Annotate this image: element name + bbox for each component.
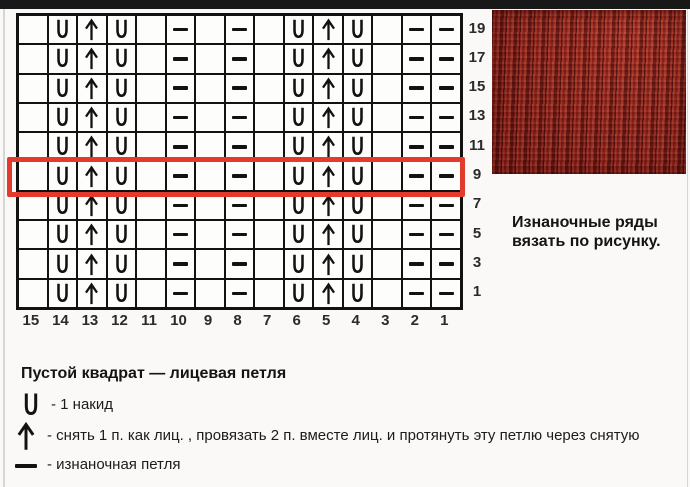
- column-number: 3: [381, 312, 390, 329]
- left-edge-line: [3, 9, 5, 487]
- chart-cell: [166, 279, 196, 308]
- purl-symbol: [409, 116, 424, 120]
- purl-symbol: [409, 28, 424, 32]
- chart-cell: [343, 249, 373, 278]
- chart-cell: [313, 74, 343, 103]
- double-decrease-symbol: [320, 252, 337, 277]
- purl-symbol: [173, 116, 188, 120]
- yarn-over-symbol: [290, 76, 307, 101]
- purl-symbol: [173, 262, 188, 266]
- purl-symbol: [409, 57, 424, 61]
- chart-cell: [225, 44, 255, 73]
- chart-cell: [284, 74, 314, 103]
- column-number: 10: [170, 312, 187, 329]
- column-number: 9: [203, 312, 213, 329]
- chart-cell: [18, 103, 48, 132]
- purl-symbol: [173, 57, 188, 61]
- yarn-over-legend-symbol: [19, 391, 43, 419]
- row-number: 3: [472, 253, 482, 271]
- purl-symbol: [439, 204, 454, 208]
- yarn-over-symbol: [349, 134, 366, 159]
- purl-symbol: [232, 86, 247, 90]
- double-decrease-symbol: [320, 134, 337, 159]
- top-border-bar: [0, 0, 690, 9]
- chart-cell: [313, 44, 343, 73]
- chart-cell: [343, 279, 373, 308]
- column-number: 14: [52, 312, 69, 329]
- yarn-over-symbol: [349, 46, 366, 71]
- row-number: 7: [472, 195, 482, 213]
- chart-cell: [402, 279, 432, 308]
- row-number: 17: [468, 48, 486, 66]
- yarn-over-symbol: [54, 76, 71, 101]
- chart-cell: [18, 74, 48, 103]
- purl-symbol: [409, 292, 424, 296]
- yarn-over-symbol: [113, 134, 130, 159]
- chart-cell: [431, 44, 461, 73]
- chart-cell: [254, 279, 284, 308]
- chart-cell: [195, 220, 225, 249]
- yarn-over-symbol: [54, 252, 71, 277]
- row-number: 15: [468, 78, 486, 96]
- chart-cell: [431, 279, 461, 308]
- double-decrease-symbol: [83, 252, 100, 277]
- chart-cell: [402, 220, 432, 249]
- chart-cell: [195, 15, 225, 44]
- double-decrease-symbol: [83, 17, 100, 42]
- yarn-over-symbol: [349, 222, 366, 247]
- row-number: 1: [472, 283, 482, 301]
- column-number: 15: [22, 312, 40, 329]
- chart-cell: [107, 15, 137, 44]
- chart-cell: [313, 15, 343, 44]
- chart-cell: [77, 103, 107, 132]
- chart-cell: [372, 74, 402, 103]
- chart-cell: [166, 103, 196, 132]
- chart-cell: [136, 279, 166, 308]
- purl-symbol: [439, 57, 454, 61]
- yarn-over-symbol: [113, 46, 130, 71]
- chart-cell: [372, 279, 402, 308]
- chart-cell: [313, 103, 343, 132]
- purl-symbol: [232, 204, 247, 208]
- chart-cell: [166, 74, 196, 103]
- chart-cell: [372, 103, 402, 132]
- chart-cell: [136, 103, 166, 132]
- chart-cell: [136, 44, 166, 73]
- chart-cell: [166, 15, 196, 44]
- purl-rows-note: [512, 213, 661, 251]
- purl-symbol: [173, 86, 188, 90]
- chart-cell: [284, 103, 314, 132]
- double-decrease-symbol: [83, 76, 100, 101]
- purl-symbol: [439, 116, 454, 120]
- chart-cell: [166, 249, 196, 278]
- chart-cell: [402, 74, 432, 103]
- yarn-over-legend-text: - 1 накид: [51, 396, 113, 413]
- chart-cell: [18, 220, 48, 249]
- column-number: 6: [292, 312, 301, 329]
- chart-cell: [195, 249, 225, 278]
- yarn-over-symbol: [113, 17, 130, 42]
- chart-cell: [166, 220, 196, 249]
- chart-cell: [18, 279, 48, 308]
- chart-cell: [372, 15, 402, 44]
- purl-dash-icon: [15, 464, 37, 468]
- purl-symbol: [439, 145, 454, 149]
- double-decrease-legend-symbol: [14, 419, 38, 453]
- column-number: 11: [141, 312, 157, 329]
- chart-cell: [431, 15, 461, 44]
- chart-cell: [107, 279, 137, 308]
- chart-cell: [254, 15, 284, 44]
- chart-cell: [431, 103, 461, 132]
- chart-cell: [313, 279, 343, 308]
- purl-symbol: [173, 204, 188, 208]
- chart-cell: [402, 103, 432, 132]
- chart-cell: [225, 220, 255, 249]
- knit-swatch-photo: [492, 10, 686, 174]
- chart-cell: [48, 220, 78, 249]
- chart-cell: [136, 15, 166, 44]
- double-decrease-symbol: [320, 281, 337, 306]
- row-number: 9: [472, 166, 482, 183]
- column-number: 2: [410, 312, 419, 329]
- chart-cell: [343, 15, 373, 44]
- chart-cell: [107, 74, 137, 103]
- double-decrease-symbol: [320, 46, 337, 71]
- yarn-over-icon: [20, 391, 42, 419]
- purl-symbol: [409, 204, 424, 208]
- note-line-1: Изнаночные ряды: [512, 214, 658, 231]
- chart-cell: [225, 249, 255, 278]
- purl-symbol: [173, 292, 188, 296]
- purl-symbol: [409, 233, 424, 237]
- chart-cell: [107, 103, 137, 132]
- chart-cell: [225, 279, 255, 308]
- yarn-over-symbol: [349, 252, 366, 277]
- chart-cell: [77, 249, 107, 278]
- chart-cell: [166, 44, 196, 73]
- yarn-over-symbol: [113, 222, 130, 247]
- chart-cell: [402, 249, 432, 278]
- yarn-over-symbol: [349, 281, 366, 306]
- purl-symbol: [439, 233, 454, 237]
- chart-cell: [372, 249, 402, 278]
- double-decrease-icon: [15, 419, 37, 453]
- purl-symbol: [232, 233, 247, 237]
- double-decrease-symbol: [83, 281, 100, 306]
- chart-cell: [284, 249, 314, 278]
- yarn-over-symbol: [290, 105, 307, 130]
- chart-cell: [372, 220, 402, 249]
- purl-symbol: [232, 57, 247, 61]
- yarn-over-symbol: [113, 105, 130, 130]
- chart-cell: [107, 249, 137, 278]
- chart-cell: [77, 279, 107, 308]
- purl-legend-symbol: [13, 463, 39, 469]
- double-decrease-symbol: [83, 134, 100, 159]
- chart-cell: [18, 249, 48, 278]
- chart-cell: [195, 279, 225, 308]
- double-decrease-symbol: [83, 105, 100, 130]
- yarn-over-symbol: [290, 222, 307, 247]
- purl-symbol: [439, 292, 454, 296]
- chart-cell: [225, 103, 255, 132]
- chart-cell: [313, 249, 343, 278]
- purl-symbol: [232, 262, 247, 266]
- chart-cell: [254, 74, 284, 103]
- column-number: 12: [111, 312, 128, 329]
- chart-cell: [402, 15, 432, 44]
- chart-cell: [136, 249, 166, 278]
- yarn-over-symbol: [113, 76, 130, 101]
- purl-symbol: [173, 28, 188, 32]
- column-number: 13: [81, 312, 99, 329]
- chart-cell: [225, 74, 255, 103]
- chart-cell: [431, 220, 461, 249]
- double-decrease-symbol: [83, 46, 100, 71]
- chart-cell: [195, 44, 225, 73]
- chart-cell: [18, 44, 48, 73]
- double-decrease-symbol: [320, 105, 337, 130]
- purl-symbol: [439, 262, 454, 266]
- chart-cell: [107, 220, 137, 249]
- chart-cell: [254, 103, 284, 132]
- chart-cell: [284, 220, 314, 249]
- chart-cell: [284, 44, 314, 73]
- purl-symbol: [232, 145, 247, 149]
- column-number: 7: [262, 312, 272, 329]
- chart-cell: [48, 74, 78, 103]
- chart-cell: [343, 44, 373, 73]
- chart-cell: [18, 15, 48, 44]
- yarn-over-symbol: [290, 281, 307, 306]
- yarn-over-symbol: [113, 281, 130, 306]
- chart-cell: [48, 249, 78, 278]
- chart-cell: [402, 44, 432, 73]
- yarn-over-symbol: [113, 252, 130, 277]
- chart-cell: [372, 44, 402, 73]
- chart-cell: [77, 15, 107, 44]
- chart-cell: [77, 220, 107, 249]
- row-number: 13: [468, 107, 486, 125]
- chart-cell: [284, 15, 314, 44]
- chart-cell: [48, 44, 78, 73]
- yarn-over-symbol: [54, 134, 71, 159]
- row-number: 11: [469, 136, 485, 154]
- purl-symbol: [439, 28, 454, 32]
- purl-symbol: [232, 28, 247, 32]
- yarn-over-symbol: [349, 17, 366, 42]
- column-number: 8: [233, 312, 242, 329]
- yarn-over-symbol: [290, 46, 307, 71]
- chart-cell: [195, 103, 225, 132]
- chart-cell: [343, 103, 373, 132]
- yarn-over-symbol: [54, 105, 71, 130]
- double-decrease-symbol: [320, 17, 337, 42]
- purl-symbol: [439, 86, 454, 90]
- yarn-over-symbol: [290, 252, 307, 277]
- chart-cell: [225, 15, 255, 44]
- chart-cell: [313, 220, 343, 249]
- chart-cell: [77, 74, 107, 103]
- yarn-over-symbol: [349, 105, 366, 130]
- yarn-over-symbol: [54, 222, 71, 247]
- double-decrease-legend-text: - снять 1 п. как лиц. , провязать 2 п. вместе лиц. и протянуть эту петлю через снятую: [47, 427, 640, 444]
- yarn-over-symbol: [290, 134, 307, 159]
- chart-cell: [431, 74, 461, 103]
- purl-legend-text: - изнаночная петля: [47, 456, 181, 473]
- chart-cell: [136, 74, 166, 103]
- column-number: 4: [351, 312, 360, 329]
- row-number: 19: [468, 19, 486, 37]
- double-decrease-symbol: [320, 76, 337, 101]
- yarn-over-symbol: [54, 281, 71, 306]
- right-edge-line: [687, 9, 688, 487]
- purl-symbol: [409, 86, 424, 90]
- column-number: 1: [440, 312, 449, 329]
- purl-symbol: [409, 262, 424, 266]
- purl-symbol: [173, 233, 188, 237]
- chart-cell: [431, 249, 461, 278]
- chart-cell: [107, 44, 137, 73]
- purl-symbol: [173, 145, 188, 149]
- chart-cell: [343, 220, 373, 249]
- purl-symbol: [232, 116, 247, 120]
- chart-cell: [343, 74, 373, 103]
- column-number: 5: [322, 312, 331, 329]
- yarn-over-symbol: [54, 46, 71, 71]
- yarn-over-symbol: [349, 76, 366, 101]
- chart-cell: [284, 279, 314, 308]
- chart-cell: [48, 103, 78, 132]
- chart-cell: [136, 220, 166, 249]
- double-decrease-symbol: [320, 222, 337, 247]
- yarn-over-symbol: [54, 17, 71, 42]
- note-line-2: вязать по рисунку.: [512, 233, 661, 250]
- row-number: 5: [472, 224, 482, 242]
- chart-cell: [254, 220, 284, 249]
- yarn-over-symbol: [290, 17, 307, 42]
- legend-title: Пустой квадрат — лицевая петля: [21, 365, 287, 382]
- chart-cell: [254, 44, 284, 73]
- chart-cell: [195, 74, 225, 103]
- chart-cell: [254, 249, 284, 278]
- chart-cell: [48, 279, 78, 308]
- purl-symbol: [409, 145, 424, 149]
- chart-cell: [48, 15, 78, 44]
- row-9-highlight-box: [7, 157, 465, 197]
- double-decrease-symbol: [83, 222, 100, 247]
- chart-cell: [77, 44, 107, 73]
- purl-symbol: [232, 292, 247, 296]
